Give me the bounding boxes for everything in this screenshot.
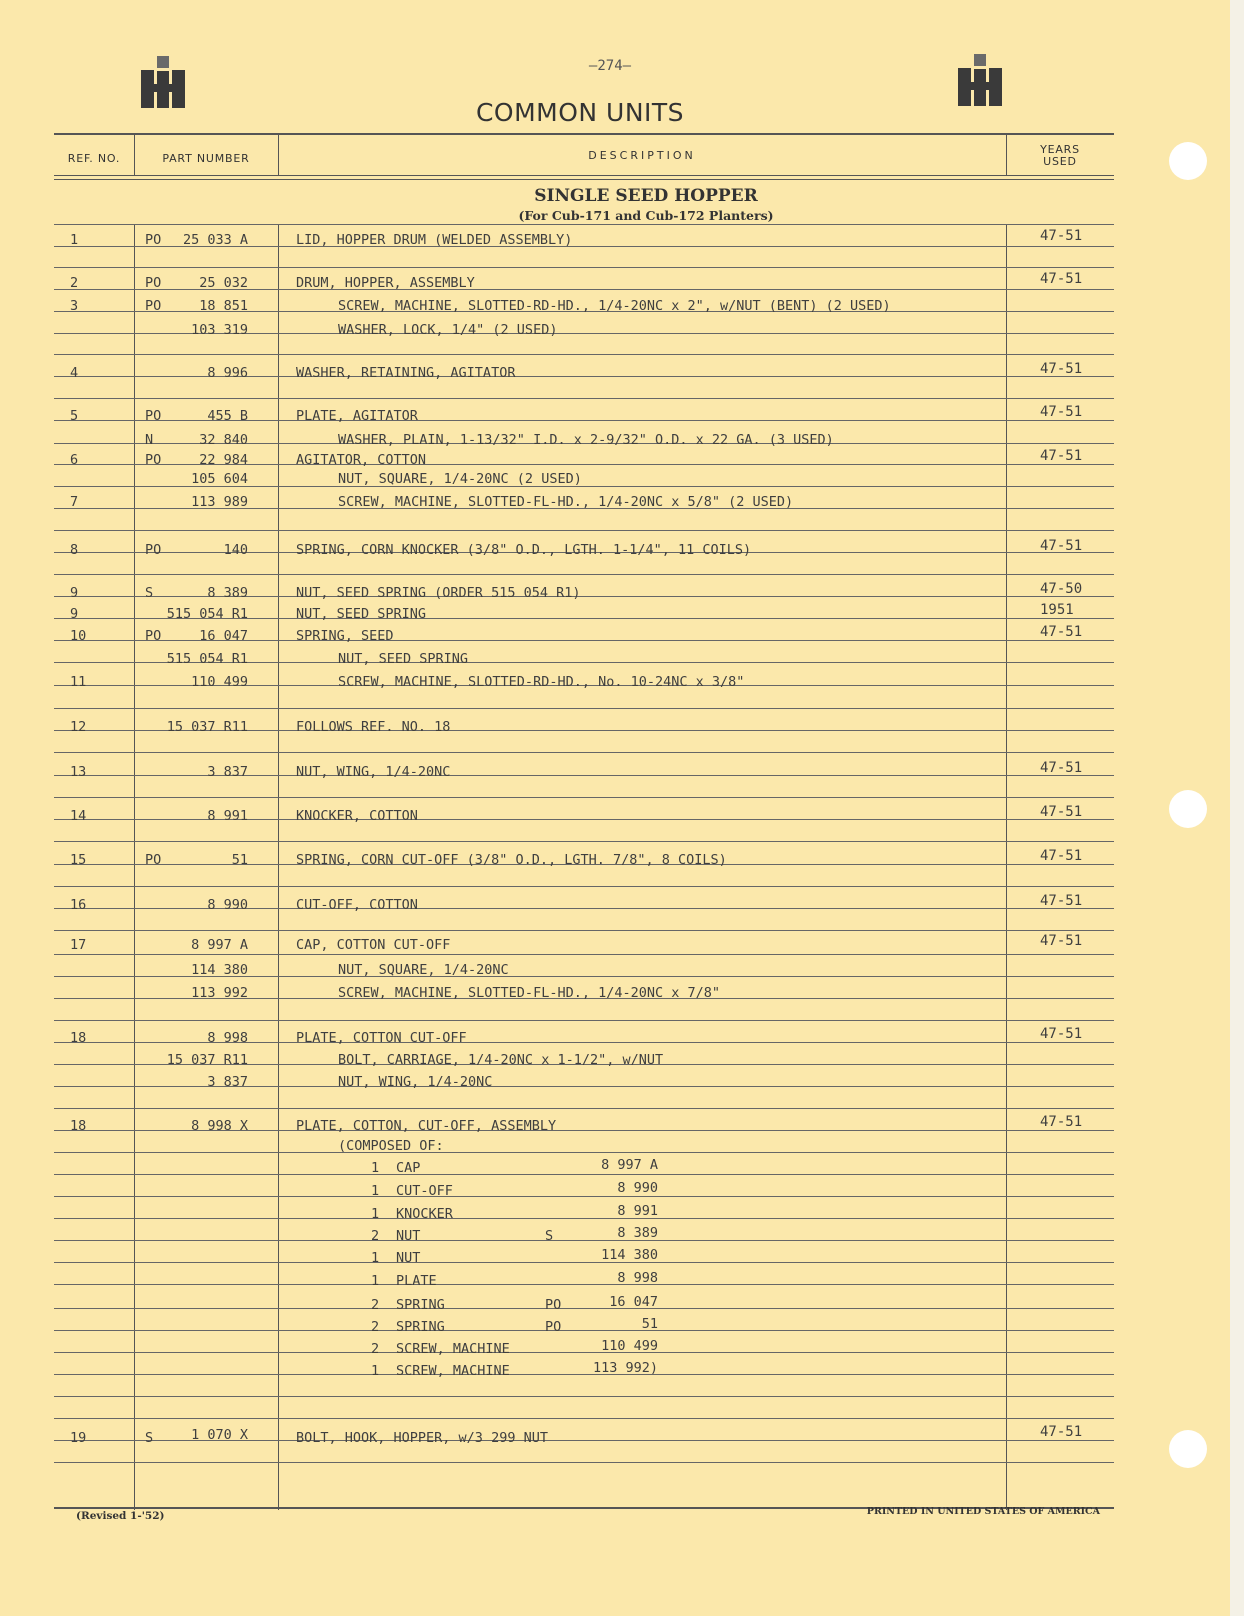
component-quantity: 2: [371, 1228, 380, 1244]
page-number: —274—: [588, 58, 632, 74]
component-quantity: 1: [371, 1160, 380, 1176]
part-prefix: S: [145, 1430, 154, 1446]
part-description: PLATE, COTTON, CUT-OFF, ASSEMBLY: [296, 1118, 557, 1134]
part-description: SCREW, MACHINE, SLOTTED-FL-HD., 1/4-20NC x 5/8" (2 USED): [338, 494, 794, 510]
ref-number: 15: [70, 852, 87, 868]
part-number: 105 604: [191, 471, 248, 487]
ref-number: 9: [70, 585, 79, 601]
part-number: 515 054 R1: [166, 606, 248, 622]
part-number: 455 B: [207, 408, 248, 424]
component-quantity: 2: [371, 1319, 380, 1335]
component-part-number: 8 998: [617, 1270, 658, 1286]
years-used: 47-51: [1040, 848, 1083, 864]
part-number: 18 851: [199, 298, 248, 314]
row-divider: [54, 954, 1114, 955]
years-used: 47-51: [1040, 933, 1083, 949]
column-divider: [1006, 135, 1007, 175]
binder-hole: [1169, 790, 1207, 828]
ref-number: 2: [70, 275, 79, 291]
header-description: DESCRIPTION: [588, 149, 696, 162]
component-prefix: PO: [545, 1297, 562, 1313]
component-name: CAP: [396, 1160, 421, 1176]
section-title: SINGLE SEED HOPPER: [534, 186, 758, 206]
part-description: FOLLOWS REF. NO. 18: [296, 719, 451, 735]
part-description: SPRING, CORN CUT-OFF (3/8" O.D., LGTH. 7/8", 8 COILS): [296, 852, 727, 868]
ref-number: 14: [70, 808, 87, 824]
row-divider: [54, 752, 1114, 753]
row-divider: [54, 708, 1114, 709]
part-number: 25 033 A: [182, 232, 248, 248]
years-used: 47-51: [1040, 361, 1083, 377]
binder-hole: [1169, 142, 1207, 180]
years-used: 47-51: [1040, 228, 1083, 244]
revision-note: (Revised 1-'52): [76, 1510, 165, 1522]
ref-number: 9: [70, 606, 79, 622]
row-divider: [54, 1174, 1114, 1175]
row-divider: [54, 267, 1114, 268]
ref-number: 13: [70, 764, 87, 780]
part-number: 3 837: [207, 1074, 248, 1090]
part-prefix: PO: [145, 232, 162, 248]
ref-number: 12: [70, 719, 87, 735]
column-divider: [134, 135, 135, 175]
part-description: NUT, WING, 1/4-20NC: [338, 1074, 493, 1090]
part-description: (COMPOSED OF:: [338, 1138, 444, 1154]
column-divider: [278, 224, 279, 1510]
row-divider: [54, 1108, 1114, 1109]
ih-logo-icon: [958, 52, 1002, 106]
row-divider: [54, 354, 1114, 355]
part-number: 8 990: [207, 897, 248, 913]
part-description: CAP, COTTON CUT-OFF: [296, 937, 451, 953]
part-description: NUT, WING, 1/4-20NC: [296, 764, 451, 780]
row-divider: [54, 1152, 1114, 1153]
part-description: BOLT, HOOK, HOPPER, w/3 299 NUT: [296, 1430, 548, 1446]
part-description: NUT, SEED SPRING: [296, 606, 427, 622]
component-name: SCREW, MACHINE: [396, 1341, 510, 1357]
part-number: 51: [231, 852, 248, 868]
part-description: SCREW, MACHINE, SLOTTED-FL-HD., 1/4-20NC x 7/8": [338, 985, 721, 1001]
printed-note: PRINTED IN UNITED STATES OF AMERICA: [866, 1506, 1100, 1517]
row-divider: [54, 1196, 1114, 1197]
page-title: COMMON UNITS: [475, 98, 685, 127]
component-name: NUT: [396, 1228, 421, 1244]
component-name: PLATE: [396, 1273, 437, 1289]
part-number: 15 037 R11: [166, 719, 248, 735]
part-description: LID, HOPPER DRUM (WELDED ASSEMBLY): [296, 232, 573, 248]
ih-logo-icon: [141, 54, 185, 108]
component-name: SCREW, MACHINE: [396, 1363, 510, 1379]
part-prefix: N: [145, 432, 154, 448]
component-part-number: 51: [641, 1316, 658, 1332]
part-description: WASHER, PLAIN, 1-13/32" I.D. x 2-9/32" O.D. x 22 GA. (3 USED): [338, 432, 834, 448]
column-divider: [1006, 224, 1007, 1510]
component-part-number: 8 990: [617, 1180, 658, 1196]
ref-number: 11: [70, 674, 87, 690]
part-number: 16 047: [199, 628, 248, 644]
part-number: 22 984: [199, 452, 248, 468]
header-part-number: PART NUMBER: [162, 152, 250, 165]
years-used: 47-51: [1040, 404, 1083, 420]
row-divider: [54, 574, 1114, 575]
years-used: 47-51: [1040, 760, 1083, 776]
part-number: 25 032: [199, 275, 248, 291]
part-description: CUT-OFF, COTTON: [296, 897, 418, 913]
part-number: 8 991: [207, 808, 248, 824]
ref-number: 5: [70, 408, 79, 424]
component-quantity: 1: [371, 1206, 380, 1222]
ref-number: 18: [70, 1118, 87, 1134]
column-divider: [278, 135, 279, 175]
part-number: 140: [223, 542, 248, 558]
row-divider: [54, 930, 1114, 931]
years-used: 47-50: [1040, 581, 1083, 597]
years-used: 47-51: [1040, 448, 1083, 464]
ref-number: 1: [70, 232, 79, 248]
years-used: 47-51: [1040, 804, 1083, 820]
part-number: 114 380: [191, 962, 248, 978]
binder-hole: [1169, 1430, 1207, 1468]
part-number: 103 319: [191, 322, 248, 338]
part-number: 15 037 R11: [166, 1052, 248, 1068]
page-edge: [1230, 0, 1244, 1616]
part-prefix: PO: [145, 298, 162, 314]
part-number: 3 837: [207, 764, 248, 780]
part-description: KNOCKER, COTTON: [296, 808, 418, 824]
part-description: NUT, SEED SPRING (ORDER 515 054 R1): [296, 585, 581, 601]
part-number: 32 840: [199, 432, 248, 448]
component-part-number: 110 499: [601, 1338, 658, 1354]
part-description: SPRING, SEED: [296, 628, 394, 644]
component-name: KNOCKER: [396, 1206, 453, 1222]
part-description: DRUM, HOPPER, ASSEMBLY: [296, 275, 475, 291]
row-divider: [54, 530, 1114, 531]
part-number: 113 992: [191, 985, 248, 1001]
row-divider: [54, 1020, 1114, 1021]
years-used: 47-51: [1040, 893, 1083, 909]
part-description: AGITATOR, COTTON: [296, 452, 427, 468]
part-description: SCREW, MACHINE, SLOTTED-RD-HD., No. 10-24NC x 3/8": [338, 674, 745, 690]
component-name: SPRING: [396, 1319, 445, 1335]
component-name: NUT: [396, 1250, 421, 1266]
ref-number: 16: [70, 897, 87, 913]
component-name: SPRING: [396, 1297, 445, 1313]
component-quantity: 1: [371, 1273, 380, 1289]
header-bottom-rule: [54, 175, 1114, 176]
part-number: 110 499: [191, 674, 248, 690]
part-prefix: PO: [145, 275, 162, 291]
part-number: 8 389: [207, 585, 248, 601]
component-prefix: S: [545, 1228, 554, 1244]
component-part-number: 16 047: [609, 1294, 658, 1310]
row-divider: [54, 886, 1114, 887]
part-description: WASHER, RETAINING, AGITATOR: [296, 365, 516, 381]
ref-number: 18: [70, 1030, 87, 1046]
ref-number: 7: [70, 494, 79, 510]
component-part-number: 8 991: [617, 1203, 658, 1219]
years-used: 47-51: [1040, 1424, 1083, 1440]
row-divider: [54, 398, 1114, 399]
row-divider: [54, 797, 1114, 798]
ref-number: 19: [70, 1430, 87, 1446]
header-bottom-rule-2: [54, 179, 1114, 180]
part-description: SCREW, MACHINE, SLOTTED-RD-HD., 1/4-20NC x 2", w/NUT (BENT) (2 USED): [338, 298, 891, 314]
part-number: 8 997 A: [191, 937, 248, 953]
section-subtitle: (For Cub-171 and Cub-172 Planters): [518, 208, 774, 223]
row-divider: [54, 841, 1114, 842]
header-years-used: YEARS USED: [1040, 143, 1080, 168]
component-part-number: 114 380: [601, 1247, 658, 1263]
part-prefix: S: [145, 585, 154, 601]
part-number: 8 998 X: [191, 1118, 248, 1134]
part-description: SPRING, CORN KNOCKER (3/8" O.D., LGTH. 1-1/4", 11 COILS): [296, 542, 752, 558]
part-description: NUT, SQUARE, 1/4-20NC (2 USED): [338, 471, 582, 487]
component-quantity: 1: [371, 1183, 380, 1199]
header-top-rule: [54, 133, 1114, 135]
ref-number: 6: [70, 452, 79, 468]
component-prefix: PO: [545, 1319, 562, 1335]
years-used: 47-51: [1040, 624, 1083, 640]
part-number: 515 054 R1: [166, 651, 248, 667]
part-description: NUT, SQUARE, 1/4-20NC: [338, 962, 509, 978]
part-prefix: PO: [145, 408, 162, 424]
years-used: 47-51: [1040, 1026, 1083, 1042]
component-quantity: 2: [371, 1341, 380, 1357]
years-used: 47-51: [1040, 271, 1083, 287]
years-used: 47-51: [1040, 538, 1083, 554]
part-description: WASHER, LOCK, 1/4" (2 USED): [338, 322, 558, 338]
component-quantity: 1: [371, 1250, 380, 1266]
years-used: 1951: [1040, 602, 1074, 618]
row-divider: [54, 1418, 1114, 1419]
years-used: 47-51: [1040, 1114, 1083, 1130]
part-prefix: PO: [145, 542, 162, 558]
component-quantity: 1: [371, 1363, 380, 1379]
row-divider: [54, 1396, 1114, 1397]
ref-number: 8: [70, 542, 79, 558]
row-divider: [54, 1462, 1114, 1463]
header-ref-no: REF. NO.: [67, 152, 121, 165]
part-prefix: PO: [145, 852, 162, 868]
ref-number: 10: [70, 628, 87, 644]
part-description: NUT, SEED SPRING: [338, 651, 469, 667]
component-quantity: 2: [371, 1297, 380, 1313]
part-prefix: PO: [145, 452, 162, 468]
component-part-number: 8 389: [617, 1225, 658, 1241]
ref-number: 3: [70, 298, 79, 314]
part-number: 113 989: [191, 494, 248, 510]
column-divider: [134, 224, 135, 1510]
part-number: 1 070 X: [191, 1427, 248, 1443]
part-number: 8 998: [207, 1030, 248, 1046]
ref-number: 4: [70, 365, 79, 381]
ref-number: 17: [70, 937, 87, 953]
part-description: PLATE, AGITATOR: [296, 408, 418, 424]
component-part-number: 8 997 A: [601, 1157, 658, 1173]
part-description: BOLT, CARRIAGE, 1/4-20NC x 1-1/2", w/NUT: [338, 1052, 664, 1068]
component-name: CUT-OFF: [396, 1183, 453, 1199]
part-description: PLATE, COTTON CUT-OFF: [296, 1030, 467, 1046]
component-part-number: 113 992): [592, 1360, 658, 1376]
part-prefix: PO: [145, 628, 162, 644]
row-divider: [54, 224, 1114, 225]
part-number: 8 996: [207, 365, 248, 381]
